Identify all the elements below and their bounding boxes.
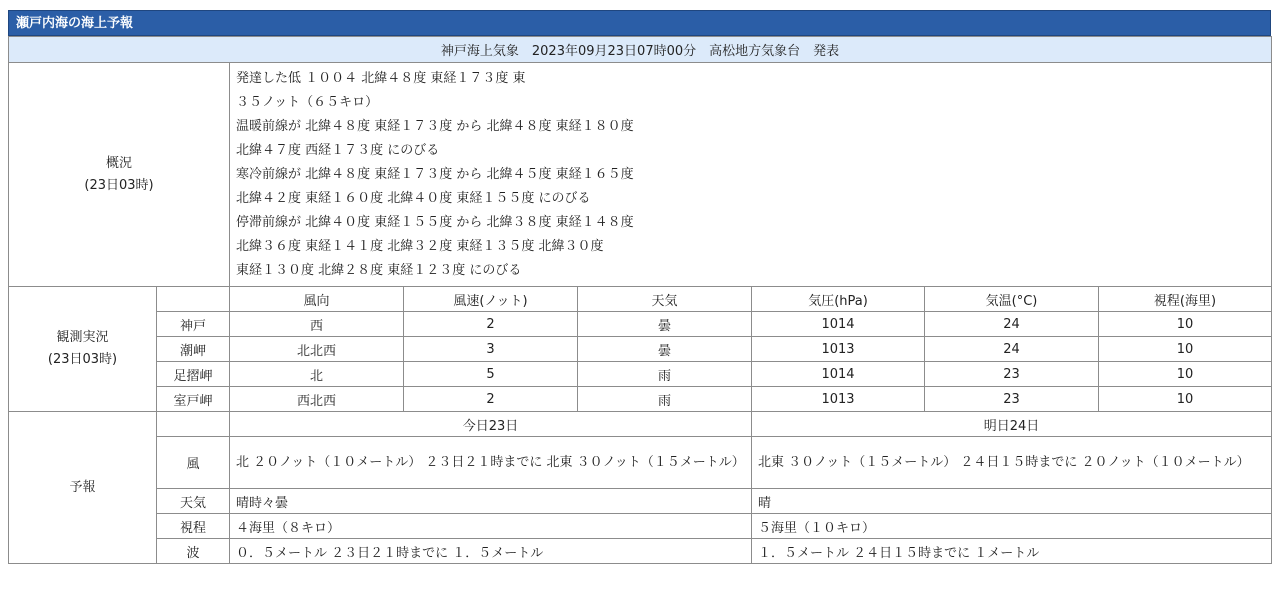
forecast-visibility-row xyxy=(9,514,1272,539)
table-row xyxy=(9,387,1272,412)
gaikyo-label: 概況 xyxy=(105,155,132,171)
forecast-wind-row xyxy=(9,437,1272,489)
col-header-weather: 天気 xyxy=(578,287,752,312)
station-name: 足摺岬 xyxy=(157,362,230,387)
wind-today: 北 ２０ノット（１０メートル） ２３日２１時までに 北東 ３０ノット（１５メートル） xyxy=(230,437,752,489)
station-name: 神戸 xyxy=(157,312,230,337)
gaikyo-line: 温暖前線が 北緯４８度 東経１７３度 から 北緯４８度 東経１８０度 xyxy=(236,119,634,134)
gaikyo-label-cell xyxy=(9,63,230,287)
wind-tomorrow: 北東 ３０ノット（１５メートル） ２４日１５時までに ２０ノット（１０メートル） xyxy=(752,437,1272,489)
station-header-blank xyxy=(157,287,230,312)
forecast-label: 予報 xyxy=(9,412,157,564)
wind-dir-cell: 北 xyxy=(230,362,404,387)
wind-dir-cell: 北北西 xyxy=(230,337,404,362)
wind-speed-cell: 5 xyxy=(404,362,578,387)
observation-label: 観測実況 xyxy=(56,330,109,345)
forecast-table xyxy=(8,36,1272,564)
gaikyo-line: ３５ノット（６５キロ） xyxy=(236,95,379,110)
today-header: 今日23日 xyxy=(230,412,752,437)
forecast-weather-row xyxy=(9,489,1272,514)
visibility-cell: 10 xyxy=(1099,387,1272,412)
wind-speed-cell: 2 xyxy=(404,312,578,337)
table-row xyxy=(9,312,1272,337)
weather-row-label: 天気 xyxy=(157,489,230,514)
weather-tomorrow: 晴 xyxy=(752,489,1272,514)
issued-info: 神戸海上気象 2023年09月23日07時00分 高松地方気象台 発表 xyxy=(9,37,1272,63)
wave-tomorrow: １．５メートル ２４日１５時までに １メートル xyxy=(752,539,1272,564)
wave-row-label: 波 xyxy=(157,539,230,564)
station-name: 室戸岬 xyxy=(157,387,230,412)
temperature-cell: 23 xyxy=(925,362,1099,387)
col-header-visibility: 視程(海里) xyxy=(1099,287,1272,312)
visibility-cell: 10 xyxy=(1099,362,1272,387)
gaikyo-line: 発達した低 １００４ 北緯４８度 東経１７３度 東 xyxy=(236,71,526,86)
gaikyo-line: 北緯４２度 東経１６０度 北緯４０度 東経１５５度 にのびる xyxy=(236,191,591,206)
gaikyo-line: 北緯４７度 西経１７３度 にのびる xyxy=(236,143,440,158)
gaikyo-line: 停滞前線が 北緯４０度 東経１５５度 から 北緯３８度 東経１４８度 xyxy=(236,215,634,230)
marine-forecast-panel xyxy=(8,10,1271,564)
weather-cell: 雨 xyxy=(578,387,752,412)
temperature-cell: 24 xyxy=(925,337,1099,362)
visibility-row-label: 視程 xyxy=(157,514,230,539)
col-header-temperature: 気温(°C) xyxy=(925,287,1099,312)
page-title: 瀬戸内海の海上予報 xyxy=(8,10,1271,36)
visibility-tomorrow: ５海里（１０キロ） xyxy=(752,514,1272,539)
forecast-wave-row xyxy=(9,539,1272,564)
weather-cell: 曇 xyxy=(578,337,752,362)
table-row xyxy=(9,362,1272,387)
table-row xyxy=(9,337,1272,362)
gaikyo-text xyxy=(230,63,1272,287)
col-header-wind-speed: 風速(ノット) xyxy=(404,287,578,312)
wind-speed-cell: 2 xyxy=(404,387,578,412)
gaikyo-line: 東経１３０度 北緯２８度 東経１２３度 にのびる xyxy=(236,263,522,278)
station-name: 潮岬 xyxy=(157,337,230,362)
visibility-cell: 10 xyxy=(1099,337,1272,362)
pressure-cell: 1013 xyxy=(752,337,925,362)
observation-time: (23日03時) xyxy=(47,352,118,367)
temperature-cell: 23 xyxy=(925,387,1099,412)
wind-row-label: 風 xyxy=(157,437,230,489)
wave-today: ０．５メートル ２３日２１時までに １．５メートル xyxy=(230,539,752,564)
gaikyo-line: 北緯３６度 東経１４１度 北緯３２度 東経１３５度 北緯３０度 xyxy=(236,239,604,254)
pressure-cell: 1014 xyxy=(752,362,925,387)
wind-dir-cell: 西北西 xyxy=(230,387,404,412)
tomorrow-header: 明日24日 xyxy=(752,412,1272,437)
observation-label-cell xyxy=(9,287,157,412)
gaikyo-line: 寒冷前線が 北緯４８度 東経１７３度 から 北緯４５度 東経１６５度 xyxy=(236,167,634,182)
weather-cell: 曇 xyxy=(578,312,752,337)
pressure-cell: 1013 xyxy=(752,387,925,412)
weather-today: 晴時々曇 xyxy=(230,489,752,514)
visibility-today: ４海里（８キロ） xyxy=(230,514,752,539)
weather-cell: 雨 xyxy=(578,362,752,387)
forecast-header-blank xyxy=(157,412,230,437)
temperature-cell: 24 xyxy=(925,312,1099,337)
wind-speed-cell: 3 xyxy=(404,337,578,362)
wind-dir-cell: 西 xyxy=(230,312,404,337)
col-header-wind-dir: 風向 xyxy=(230,287,404,312)
gaikyo-time: (23日03時) xyxy=(84,177,154,193)
col-header-pressure: 気圧(hPa) xyxy=(752,287,925,312)
pressure-cell: 1014 xyxy=(752,312,925,337)
visibility-cell: 10 xyxy=(1099,312,1272,337)
